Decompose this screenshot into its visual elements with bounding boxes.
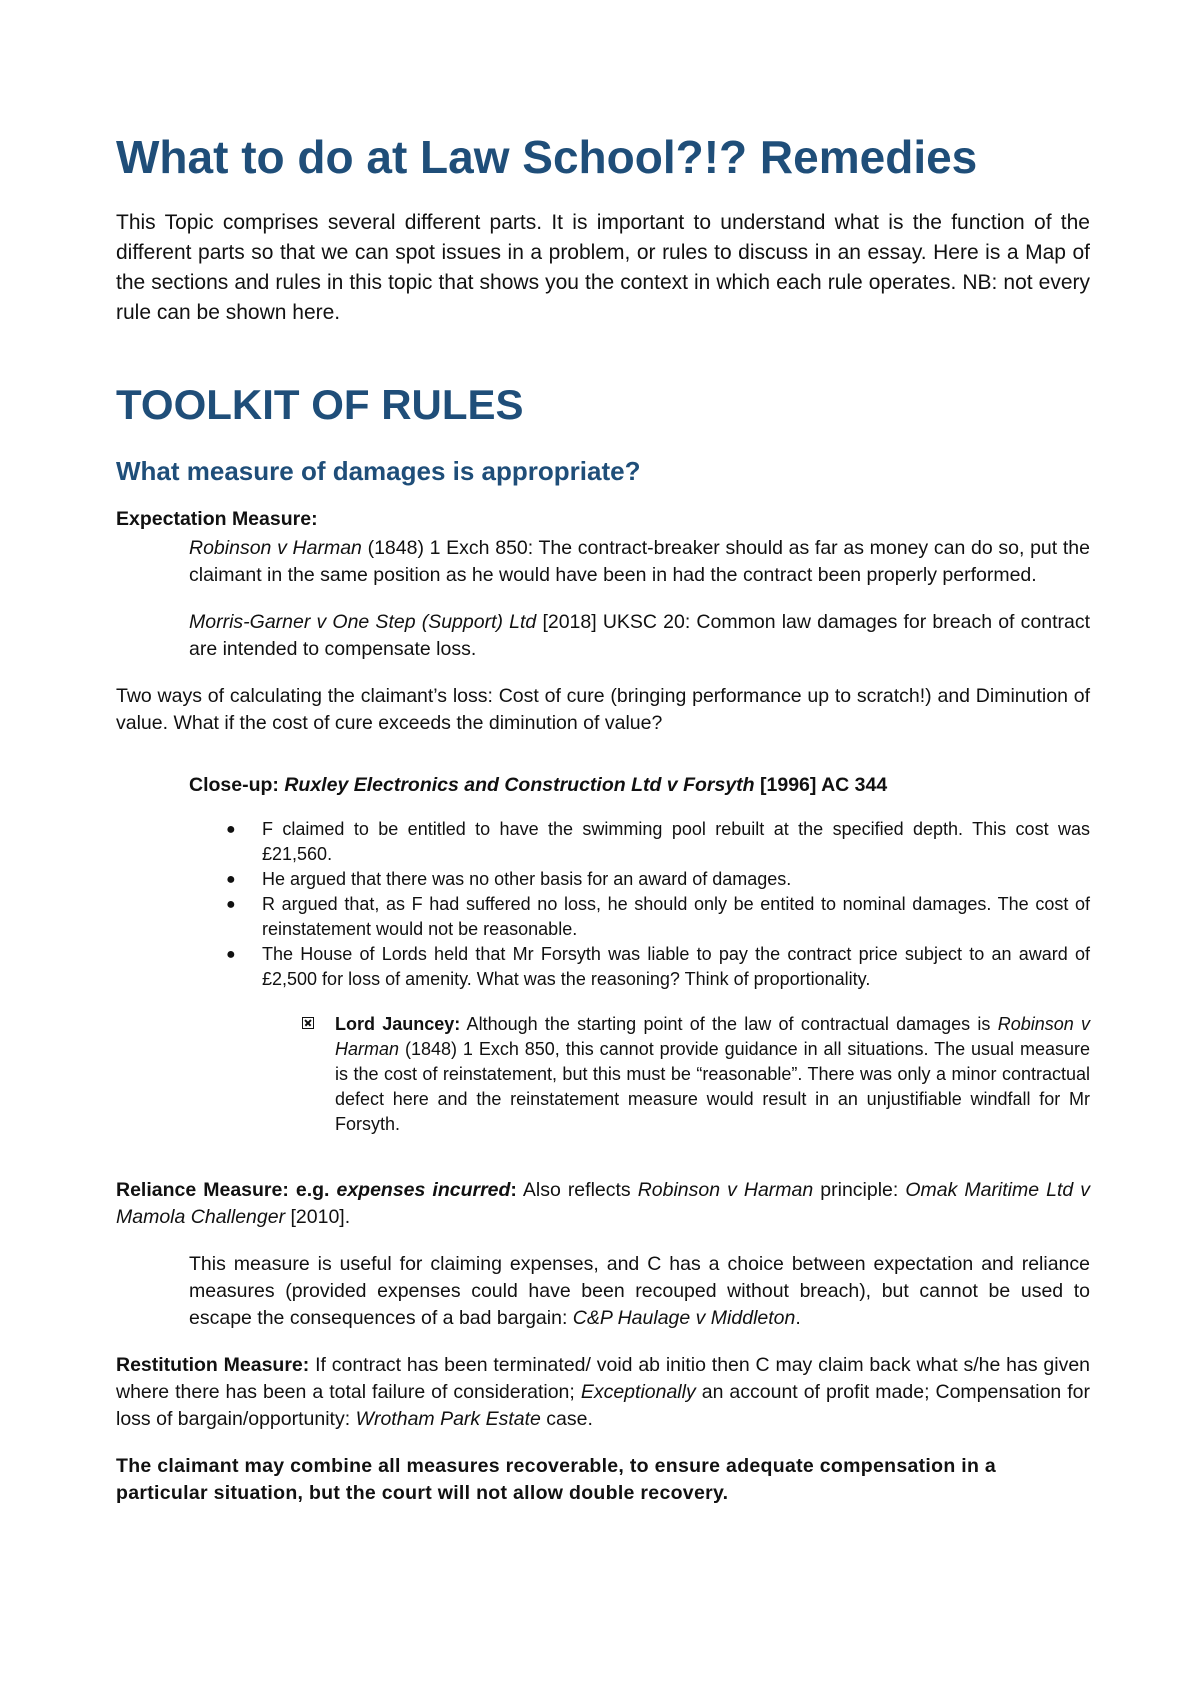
reliance-label: Reliance Measure: e.g.	[116, 1179, 337, 1201]
bullet-icon: ●	[226, 821, 236, 838]
bullet-icon: ●	[226, 896, 236, 913]
two-ways-paragraph: Two ways of calculating the claimant’s loss: Cost of cure (bringing performance up to scratch!) and Diminution of value. What if the cost of cure exceeds the diminution of value?	[116, 685, 1090, 734]
expectation-measure-label: Expectation Measure:	[116, 508, 318, 530]
restitution-label: Restitution Measure:	[116, 1354, 310, 1376]
closeup-case-name: Ruxley Electronics and Construction Ltd v Forsyth	[284, 774, 755, 796]
closeup-citation: [1996] AC 344	[754, 774, 888, 796]
reliance-explanation-paragraph: This measure is useful for claiming expenses, and C has a choice between expectation and reliance measures (provided expenses could have been recouped without breach), but cannot be used to escape the consequences of a bad bargain: C&P Haulage v Middleton.	[189, 1253, 1090, 1329]
case-name: Omak Maritime Ltd v Mamola Challenger	[116, 1179, 1091, 1228]
list-item: ● F claimed to be entitled to have the swimming pool rebuilt at the specified depth. This cost was £21,560.	[226, 819, 1090, 864]
checkbox-x-icon	[302, 1017, 314, 1029]
closeup-heading	[116, 772, 1090, 799]
intro-paragraph: This Topic comprises several different parts. It is important to understand what is the function of the different parts so that we can spot issues in a problem, or rules to discuss in an essay. Here is a Map of the sections and rules in this topic that shows you the context in which each rule operates. NB: not every rule can be shown here.	[116, 211, 1090, 324]
document-page	[116, 130, 1090, 1507]
reliance-label-em: expenses incurred	[336, 1179, 511, 1201]
bullet-icon: ●	[226, 871, 236, 888]
morris-garner-paragraph	[116, 609, 1090, 663]
bullet-icon: ●	[226, 946, 236, 963]
restitution-measure-paragraph: Restitution Measure: If contract has been terminated/ void ab initio then C may claim back what s/he has given where there has been a total failure of consideration; Exceptionally an account of profit made; Compensation for loss of bargain/opportunity: Wrotham Park Estate case.	[116, 1354, 1091, 1430]
lord-jauncey-item: Lord Jauncey: Although the starting point of the law of contractual damages is Robinson v Harman (1848) 1 Exch 850, this cannot provide guidance in all situations. The usual measure is the cost of reinstatement, but this must be “reasonable”. There was only a minor contractual defect here and the reinstatement measure would result in an unjustifiable windfall for Mr Forsyth.	[116, 1012, 1090, 1137]
toolkit-heading: TOOLKIT OF RULES	[116, 381, 524, 428]
jauncey-label: Lord Jauncey:	[335, 1014, 461, 1034]
case-text: (1848) 1 Exch 850: The contract-breaker should as far as money can do so, put the claimant in the same position as he would have been in had the contract been properly performed.	[189, 537, 1090, 586]
page-title: What to do at Law School?!? Remedies	[116, 131, 978, 183]
damages-measure-heading: What measure of damages is appropriate?	[116, 456, 641, 486]
case-name: Robinson v Harman	[335, 1014, 1091, 1059]
closeup-label: Close-up:	[189, 774, 285, 796]
case-name: C&P Haulage v Middleton	[572, 1307, 796, 1329]
list-item: ● He argued that there was no other basis for an award of damages.	[262, 867, 1090, 892]
case-name: Robinson v Harman	[637, 1179, 814, 1201]
case-name: Robinson v Harman	[189, 537, 362, 559]
list-item: ● R argued that, as F had suffered no loss, he should only be entited to nominal damages. The cost of reinstatement would not be reasonable.	[226, 894, 1090, 939]
final-note: The claimant may combine all measures recoverable, to ensure adequate compensation in a particular situation, but the court will not allow double recovery.	[116, 1455, 997, 1504]
reliance-measure-paragraph: Reliance Measure: e.g. expenses incurred: Also reflects Robinson v Harman principle: Omak Maritime Ltd v Mamola Challenger [2010].	[116, 1179, 1091, 1228]
case-text: [2018] UKSC 20: Common law damages for breach of contract are intended to compensate loss.	[189, 611, 1090, 660]
case-name: Wrotham Park Estate	[355, 1408, 541, 1430]
list-item: ● The House of Lords held that Mr Forsyth was liable to pay the contract price subject to an award of £2,500 for loss of amenity. What was the reasoning? Think of proportionality.	[226, 944, 1090, 989]
ruxley-facts-list	[116, 817, 1090, 992]
robinson-v-harman-paragraph	[116, 535, 1090, 589]
case-name: Morris-Garner v One Step (Support) Ltd	[189, 611, 537, 633]
